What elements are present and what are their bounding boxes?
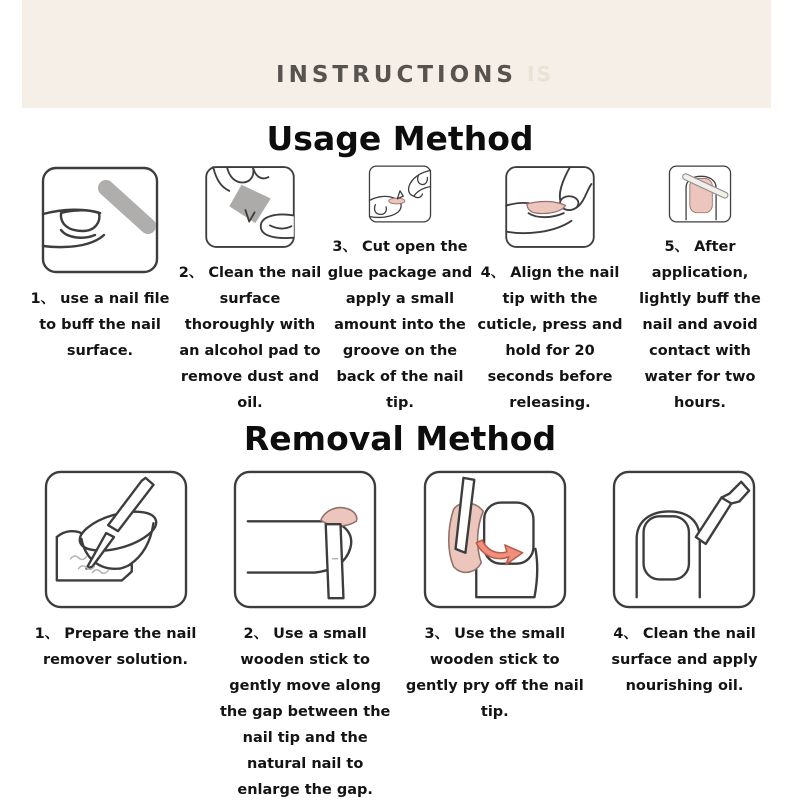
usage-step-2-text: 2、 Clean the nail surface thoroughly with an alcohol pad to remove dust and oil. [178, 265, 322, 411]
nourishing-oil-icon [611, 468, 757, 611]
removal-step-3-text: 3、 Use the small wooden stick to gently pry off the nail tip. [405, 626, 584, 720]
wooden-stick-gap-icon [232, 468, 378, 611]
usage-step-1-text: 1、 use a nail file to buff the nail surface. [30, 291, 170, 359]
removal-step-1 [26, 462, 205, 803]
usage-step-5-text: 5、 After application, lightly buff the nail and avoid contact with water for two hours. [639, 239, 761, 411]
header-title: INSTRUCTIONS [276, 62, 517, 88]
usage-method-title: Usage Method [266, 119, 534, 158]
usage-steps-row [0, 164, 800, 416]
removal-step-2-text: 2、 Use a small wooden stick to gently move along the gap between the nail tip and the natural nail to enlarge the gap. [219, 626, 391, 798]
removal-method-title: Removal Method [243, 419, 557, 458]
removal-step-2 [216, 462, 395, 803]
usage-step-5 [626, 164, 774, 416]
usage-step-1 [26, 164, 174, 416]
removal-step-4-text: 4、 Clean the nail surface and apply nourishing oil. [611, 626, 758, 694]
glue-apply-icon [339, 164, 461, 224]
pry-off-nail-tip-icon [422, 468, 568, 611]
removal-step-1-text: 1、 Prepare the nail remover solution. [34, 626, 197, 668]
removal-steps-row [0, 462, 800, 803]
usage-step-4-text: 4、 Align the nail tip with the cuticle, press and hold for 20 seconds before releasing. [477, 265, 623, 411]
usage-step-2 [176, 164, 324, 416]
alcohol-pad-clean-icon [189, 164, 311, 250]
usage-step-3-text: 3、 Cut open the glue package and apply a small amount into the groove on the back of the nail tip. [327, 239, 473, 411]
remover-solution-icon [43, 468, 189, 611]
header-watermark: IS [527, 62, 553, 86]
removal-step-4 [595, 462, 774, 803]
usage-step-3 [326, 164, 474, 416]
nail-file-buff-icon [39, 164, 161, 276]
post-application-buff-icon [639, 164, 761, 224]
removal-step-3 [405, 462, 584, 803]
usage-step-4 [476, 164, 624, 416]
nail-tip-press-icon [489, 164, 611, 250]
header-banner [22, 0, 771, 108]
